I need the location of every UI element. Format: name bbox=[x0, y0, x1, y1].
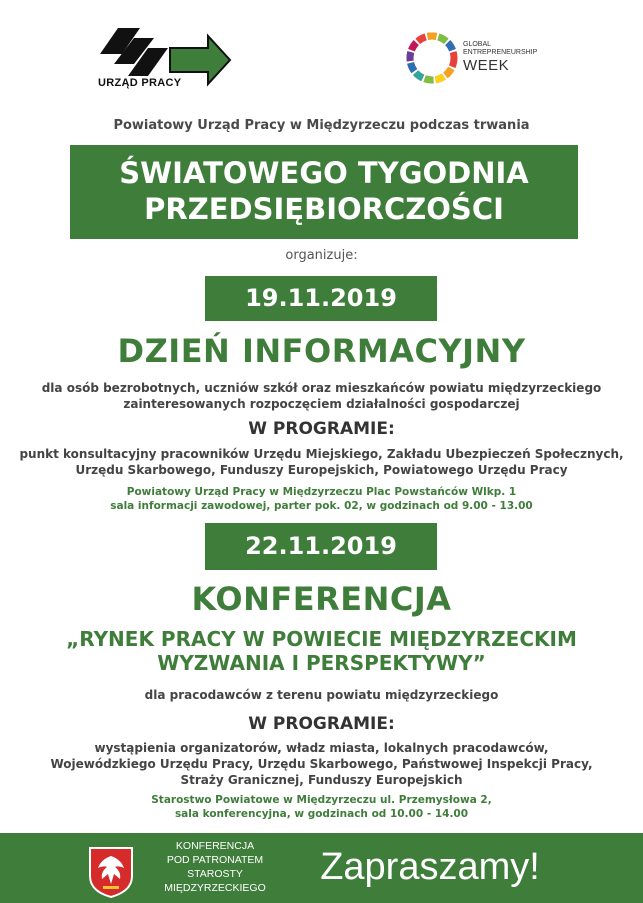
patronage-line: MIĘDZYRZECKIEGO bbox=[164, 882, 266, 894]
gew-line-global: GLOBAL bbox=[463, 41, 492, 48]
event2-program-text bbox=[0, 740, 643, 788]
event1-location bbox=[0, 485, 643, 513]
intro-text: Powiatowy Urząd Pracy w Międzyrzeczu podczas trwania bbox=[113, 118, 530, 133]
event2-program-line: wystąpienia organizatorów, władz miasta, lokalnych pracodawców, bbox=[94, 741, 549, 755]
patronage-text bbox=[150, 839, 280, 895]
main-title-line2: PRZEDSIĘBIORCZOŚCI bbox=[144, 192, 504, 226]
organizes-label: organizuje: bbox=[285, 248, 358, 263]
main-title-box bbox=[70, 145, 578, 239]
invitation-text: Zapraszamy! bbox=[320, 846, 540, 888]
event2-program-label: W PROGRAMIE: bbox=[248, 714, 395, 734]
patronage-line: KONFERENCJA bbox=[175, 840, 255, 852]
urzad-pracy-logo-text: URZĄD PRACY bbox=[98, 77, 182, 89]
event1-location-line: sala informacji zawodowej, parter pok. 02, w godzinach od 9.00 - 13.00 bbox=[110, 500, 533, 512]
event2-date: 22.11.2019 bbox=[205, 523, 437, 570]
patronage-line: STAROSTY bbox=[187, 868, 243, 880]
event2-location-line: sala konferencyjna, w godzinach od 10.00 - 14.00 bbox=[174, 808, 469, 820]
event1-date: 19.11.2019 bbox=[205, 276, 437, 321]
event2-subtitle bbox=[0, 627, 643, 675]
event2-location bbox=[0, 793, 643, 821]
county-crest-icon bbox=[88, 846, 134, 898]
event2-subtitle-line: WYZWANIA I PERSPEKTYWY” bbox=[157, 651, 486, 675]
patronage-line: POD PATRONATEM bbox=[166, 854, 264, 866]
gew-line-entrepreneurship: ENTREPRENEURSHIP bbox=[463, 49, 538, 56]
event1-program-label: W PROGRAMIE: bbox=[248, 419, 395, 439]
event1-location-line: Powiatowy Urząd Pracy w Międzyrzeczu Plac Powstańców Wlkp. 1 bbox=[126, 486, 517, 498]
event2-title: KONFERENCJA bbox=[191, 580, 452, 618]
event2-program-line: Straży Granicznej, Funduszy Europejskich bbox=[180, 773, 463, 787]
event1-description-line: dla osób bezrobotnych, uczniów szkół oraz mieszkańców powiatu międzyrzeckiego bbox=[41, 381, 602, 395]
event2-description: dla pracodawców z terenu powiatu międzyrzeckiego bbox=[144, 688, 499, 702]
gew-logo bbox=[404, 30, 460, 86]
event1-description bbox=[0, 380, 643, 412]
event2-subtitle-line: „RYNEK PRACY W POWIECIE MIĘDZYRZECKIM bbox=[66, 627, 577, 651]
event1-description-line: zainteresowanych rozpoczęciem działalności gospodarczej bbox=[123, 397, 520, 411]
main-title-line1: ŚWIATOWEGO TYGODNIA bbox=[119, 156, 529, 190]
event1-title: DZIEŃ INFORMACYJNY bbox=[117, 332, 526, 370]
event1-program-line: punkt konsultacyjny pracowników Urzędu Miejskiego, Zakładu Ubezpieczeń Społecznych, bbox=[19, 447, 624, 461]
gew-logo-text bbox=[463, 41, 537, 57]
event1-program-line: Urzędu Skarbowego, Funduszy Europejskich, Powiatowego Urzędu Pracy bbox=[75, 463, 568, 477]
gew-line-week: WEEK bbox=[463, 57, 510, 74]
event1-program-text bbox=[0, 446, 643, 478]
event2-location-line: Starostwo Powiatowe w Międzyrzeczu ul. Przemysłowa 2, bbox=[151, 794, 492, 806]
event2-program-line: Wojewódzkiego Urzędu Pracy, Urzędu Skarbowego, Państwowej Inspekcji Pracy, bbox=[50, 757, 593, 771]
